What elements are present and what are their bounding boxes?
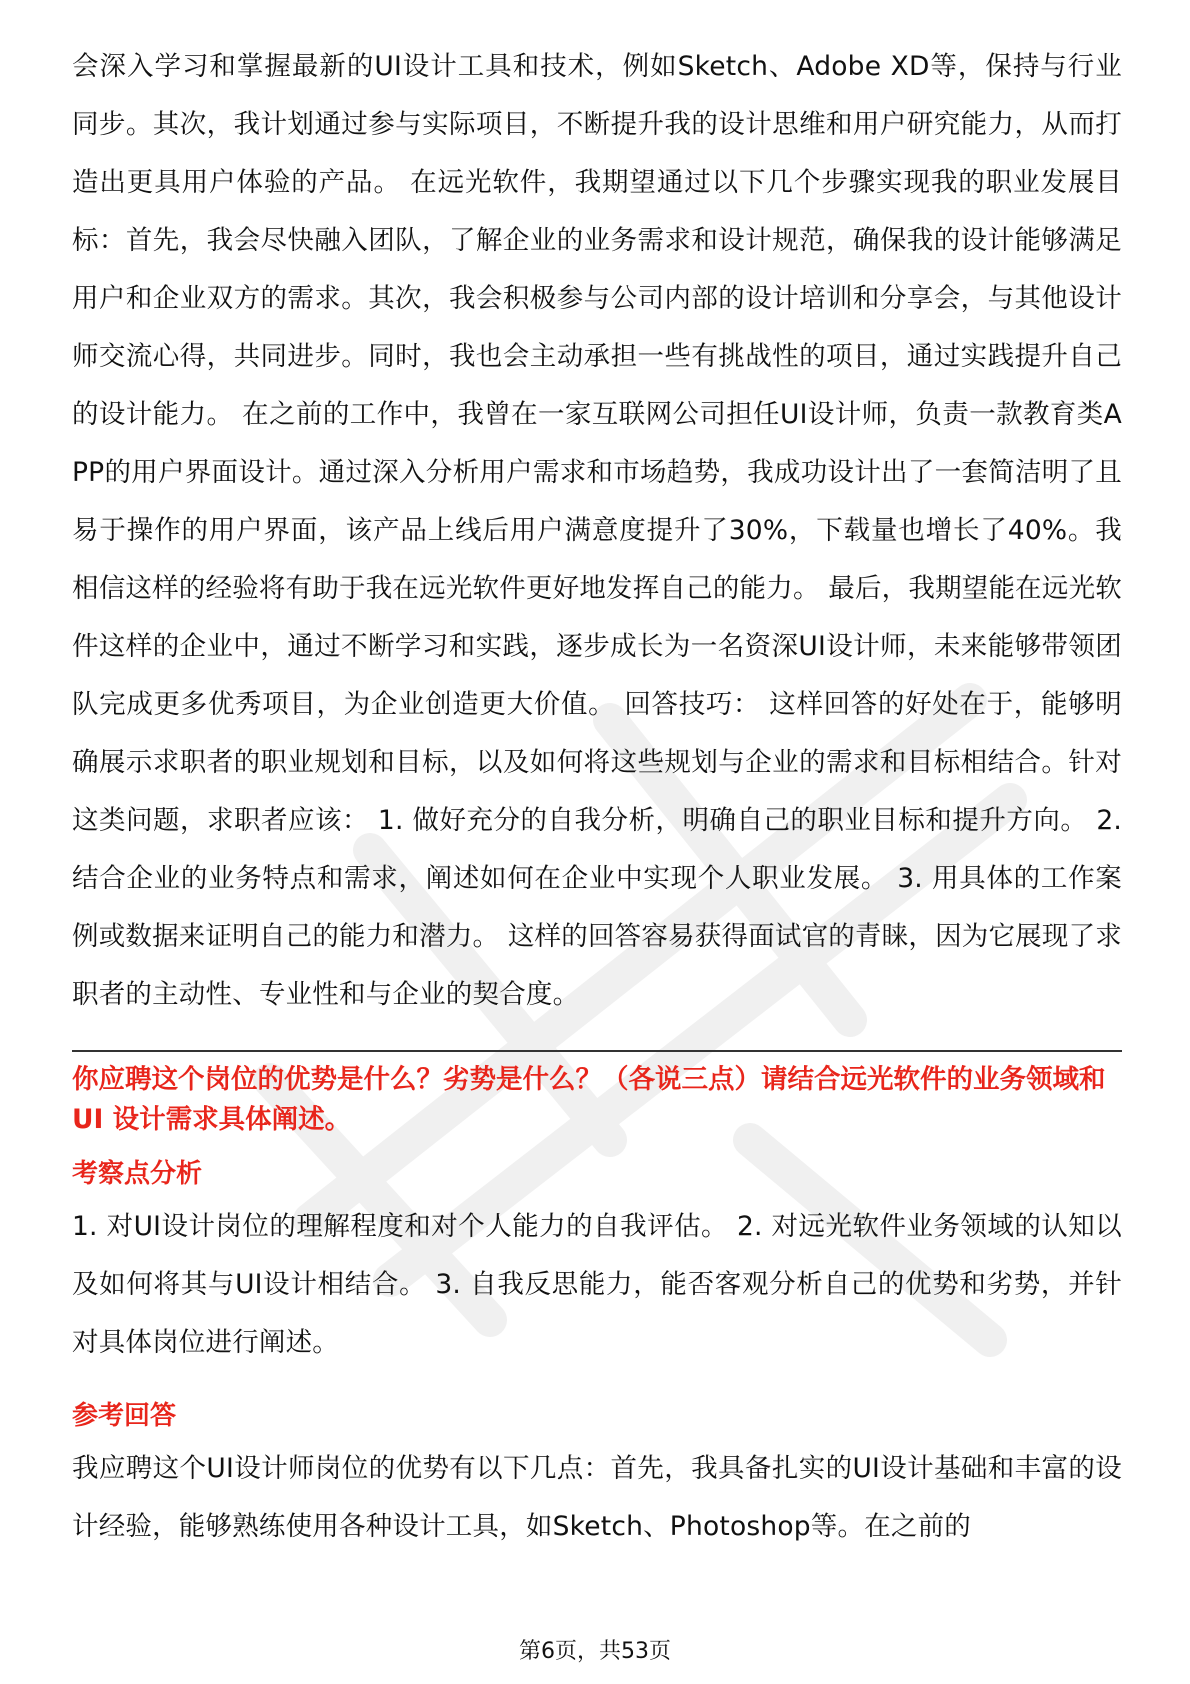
analysis-text: 1. 对UI设计岗位的理解程度和对个人能力的自我评估。 2. 对远光软件业务领域的认知以及如何将其与UI设计相结合。 3. 自我反思能力，能否客观分析自己的优势和劣势，并针对具体岗位进行阐述。 xyxy=(72,1211,1122,1358)
analysis-heading: 考察点分析 xyxy=(72,1159,203,1189)
body-paragraph: 会深入学习和掌握最新的UI设计工具和技术，例如Sketch、Adobe XD等，保持与行业同步。其次，我计划通过参与实际项目，不断提升我的设计思维和用户研究能力，从而打造出更具用户体验的产品。 在远光软件，我期望通过以下几个步骤实现我的职业发展目标：首先，我会尽快融入团队，了解企业的业务需求和设计规范，确保我的设计能够满足用户和企业双方的需求。其次，我会积极参与公司内部的设计培训和分享会，与其他设计师交流心得，共同进步。同时，我也会主动承担一些有挑战性的项目，通过实践提升自己的设计能力。 在之前的工作中，我曾在一家互联网公司担任UI设计师，负责一款教育类APP的用户界面设计。通过深入分析用户需求和市场趋势，我成功设计出了一套简洁明了且易于操作的用户界面，该产品上线后用户满意度提升了30%，下载量也增长了40%。我相信这样的经验将有助于我在远光软件更好地发挥自己的能力。 最后，我期望能在远光软件这样的企业中，通过不断学习和实践，逐步成长为一名资深UI设计师，未来能够带领团队完成更多优秀项目，为企业创造更大价值。 回答技巧： 这样回答的好处在于，能够明确展示求职者的职业规划和目标，以及如何将这些规划与企业的需求和目标相结合。针对这类问题，求职者应该： 1. 做好充分的自我分析，明确自己的职业目标和提升方向。 2. 结合企业的业务特点和需求，阐述如何在企业中实现个人职业发展。 3. 用具体的工作案例或数据来证明自己的能力和潜力。 这样的回答容易获得面试官的青睐，因为它展现了求职者的主动性、专业性和与企业的契合度。 xyxy=(72,51,1122,1010)
question-heading: 你应聘这个岗位的优势是什么？劣势是什么？（各说三点）请结合远光软件的业务领域和 UI 设计需求具体阐述。 xyxy=(72,1064,1106,1135)
reference-text: 我应聘这个UI设计师岗位的优势有以下几点：首先，我具备扎实的UI设计基础和丰富的设计经验，能够熟练使用各种设计工具，如Sketch、Photoshop等。在之前的 xyxy=(72,1453,1122,1542)
reference-heading: 参考回答 xyxy=(72,1401,177,1431)
section-divider xyxy=(72,1050,1122,1052)
spacer xyxy=(72,1372,1122,1390)
page-number: 第6页，共53页 xyxy=(519,1639,671,1664)
page-content xyxy=(72,38,1122,1556)
